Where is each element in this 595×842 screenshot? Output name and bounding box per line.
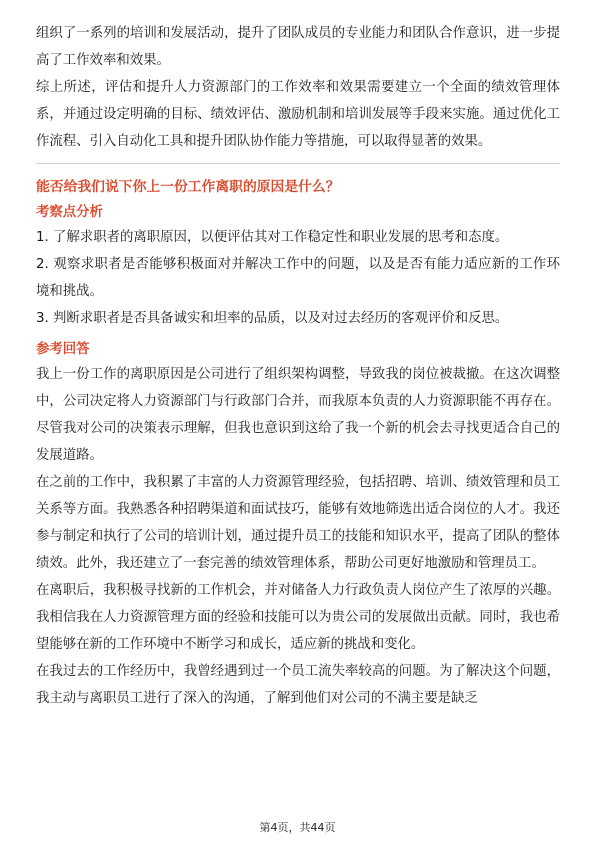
answer-paragraph: 我上一份工作的离职原因是公司进行了组织架构调整，导致我的岗位被裁撤。在这次调整中，公司决定将人力资源部门与行政部门合并，而我原本负责的人力资源职能不再存在。尽管我对公司的决策表示理解，但我也意识到这给了我一个新的机会去寻找更适合自己的发展道路。 [36, 367, 560, 463]
answer-paragraph: 在之前的工作中，我积累了丰富的人力资源管理经验，包括招聘、培训、绩效管理和员工关系等方面。我熟悉各种招聘渠道和面试技巧，能够有效地筛选出适合岗位的人才。我还参与制定和执行了公司的培训计划，通过提升员工的技能和知识水平，提高了团队的整体绩效。此外，我还建立了一套完善的绩效管理体系，帮助公司更好地激励和管理员工。 [36, 475, 560, 571]
analysis-point: 2. 观察求职者是否能够积极面对并解决工作中的问题，以及是否有能力适应新的工作环境和挑战。 [36, 257, 560, 299]
answer-heading: 参考回答 [36, 342, 90, 357]
intro-paragraph: 组织了一系列的培训和发展活动，提升了团队成员的专业能力和团队合作意识，进一步提高了工作效率和效果。 [36, 26, 560, 68]
section-divider [36, 163, 560, 164]
analysis-point: 3. 判断求职者是否具备诚实和坦率的品质，以及对过去经历的客观评价和反思。 [36, 311, 509, 326]
analysis-heading: 考察点分析 [36, 205, 103, 220]
question-heading: 能否给我们说下你上一份工作离职的原因是什么？ [36, 179, 340, 195]
analysis-point: 1. 了解求职者的离职原因，以便评估其对工作稳定性和职业发展的思考和态度。 [36, 230, 509, 245]
page-number: 第4页，共44页 [259, 821, 336, 834]
document-page [36, 20, 560, 712]
answer-paragraph: 在离职后，我积极寻找新的工作机会，并对储备人力行政负责人岗位产生了浓厚的兴趣。我相信我在人力资源管理方面的经验和技能可以为贵公司的发展做出贡献。同时，我也希望能够在新的工作环境中不断学习和成长，适应新的挑战和变化。 [36, 583, 560, 652]
answer-paragraph: 在我过去的工作经历中，我曾经遇到过一个员工流失率较高的问题。为了解决这个问题，我主动与离职员工进行了深入的沟通，了解到他们对公司的不满主要是缺乏 [36, 664, 560, 706]
intro-paragraph: 综上所述，评估和提升人力资源部门的工作效率和效果需要建立一个全面的绩效管理体系，并通过设定明确的目标、绩效评估、激励机制和培训发展等手段来实施。通过优化工作流程、引入自动化工具和提升团队协作能力等措施，可以取得显著的效果。 [36, 80, 560, 149]
